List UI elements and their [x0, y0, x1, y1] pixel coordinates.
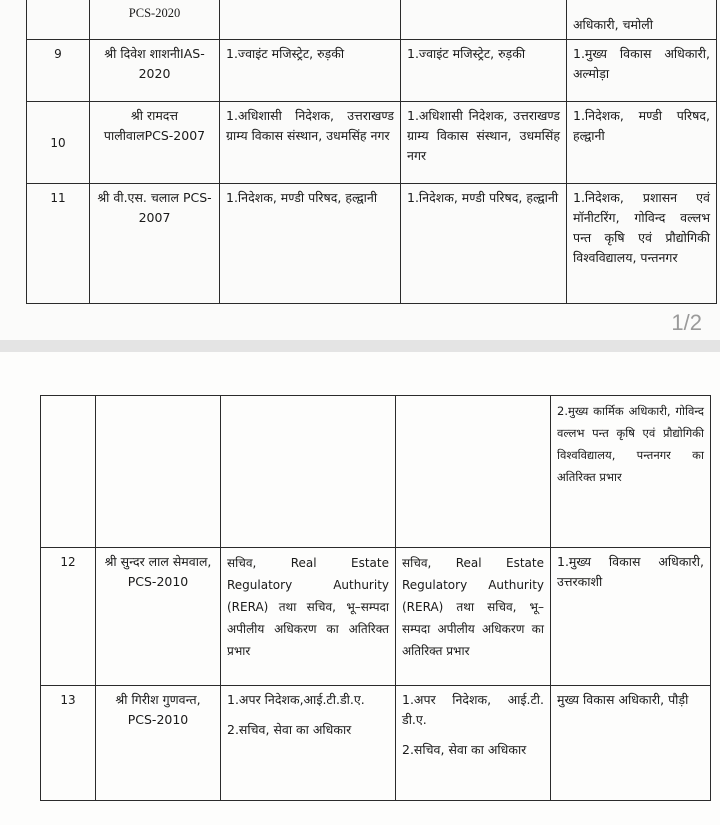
serial-number [41, 396, 96, 548]
new-posting: 1.मुख्य विकास अधिकारी, अल्मोड़ा [567, 40, 717, 102]
proposed-posting [401, 0, 567, 40]
table-row [27, 184, 717, 304]
current-posting: सचिव, Real Estate Regulatory Authurity (RERA) तथा सचिव, भू–सम्पदा अपीलीय अधिकरण का अतिरिक्त प्रभार [221, 548, 396, 686]
officer-name [96, 396, 221, 548]
officer-name: श्री वी.एस. चलाल PCS-2007 [90, 184, 220, 304]
document-page-1 [0, 0, 720, 340]
serial-number: 12 [41, 548, 96, 686]
serial-number: 13 [41, 686, 96, 801]
proposed-posting [396, 686, 551, 801]
current-posting: 1.अधिशासी निदेशक, उत्तराखण्ड ग्राम्य विकास संस्थान, उधमसिंह नगर [220, 102, 401, 184]
posting-line-1: 1.अपर निदेशक, आई.टी. डी.ए. [402, 692, 544, 727]
proposed-posting: 1.अधिशासी निदेशक, उत्तराखण्ड ग्राम्य विकास संस्थान, उधमसिंह नगर [401, 102, 567, 184]
current-posting [221, 686, 396, 801]
transfer-table-page-1 [26, 0, 717, 304]
serial-number: 11 [27, 184, 90, 304]
officer-name: श्री सुन्दर लाल सेमवाल, PCS-2010 [96, 548, 221, 686]
serial-number: 10 [27, 102, 90, 184]
page-number: 1/2 [671, 310, 702, 335]
table-row [41, 548, 711, 686]
posting-line-2: 2.सचिव, सेवा का अधिकार [227, 722, 352, 737]
current-posting [220, 0, 401, 40]
new-posting: मुख्य विकास अधिकारी, पौड़ी [551, 686, 711, 801]
officer-name: श्री दिवेश शाशनीIAS-2020 [90, 40, 220, 102]
new-posting: अधिकारी, चमोली [567, 0, 717, 40]
table-row [41, 686, 711, 801]
new-posting: 1.मुख्य विकास अधिकारी, उत्तरकाशी [551, 548, 711, 686]
proposed-posting: 1.निदेशक, मण्डी परिषद, हल्द्वानी [401, 184, 567, 304]
posting-line-2: 2.सचिव, सेवा का अधिकार [402, 742, 527, 757]
transfer-table-page-2 [40, 395, 711, 801]
current-posting: 1.ज्वाइंट मजिस्ट्रेट, रुड़की [220, 40, 401, 102]
posting-line-1: 1.अपर निदेशक,आई.टी.डी.ए. [227, 692, 365, 707]
page-separator [0, 340, 720, 352]
new-posting: 1.निदेशक, प्रशासन एवं मॉनीटरिंग, गोविन्द वल्लभ पन्त कृषि एवं प्रौद्योगिकी विश्वविद्यालय, पन्तनगर [567, 184, 717, 304]
proposed-posting: सचिव, Real Estate Regulatory Authurity (RERA) तथा सचिव, भू–सम्पदा अपीलीय अधिकरण का अतिरिक्त प्रभार [396, 548, 551, 686]
officer-name: श्री गिरीश गुणवन्त, PCS-2010 [96, 686, 221, 801]
proposed-posting [396, 396, 551, 548]
serial-number: 9 [27, 40, 90, 102]
officer-name: PCS-2020 [90, 0, 220, 40]
table-row [41, 396, 711, 548]
current-posting [221, 396, 396, 548]
new-posting: 1.निदेशक, मण्डी परिषद, हल्द्वानी [567, 102, 717, 184]
table-row [27, 40, 717, 102]
current-posting: 1.निदेशक, मण्डी परिषद, हल्द्वानी [220, 184, 401, 304]
proposed-posting: 1.ज्वाइंट मजिस्ट्रेट, रुड़की [401, 40, 567, 102]
table-row [27, 0, 717, 40]
serial-number [27, 0, 90, 40]
new-posting: 2.मुख्य कार्मिक अधिकारी, गोविन्द वल्लभ पन्त कृषि एवं प्रौद्योगिकी विश्वविद्यालय, पन्तनगर का अतिरिक्त प्रभार [551, 396, 711, 548]
officer-name: श्री रामदत्त पालीवालPCS-2007 [90, 102, 220, 184]
table-row [27, 102, 717, 184]
